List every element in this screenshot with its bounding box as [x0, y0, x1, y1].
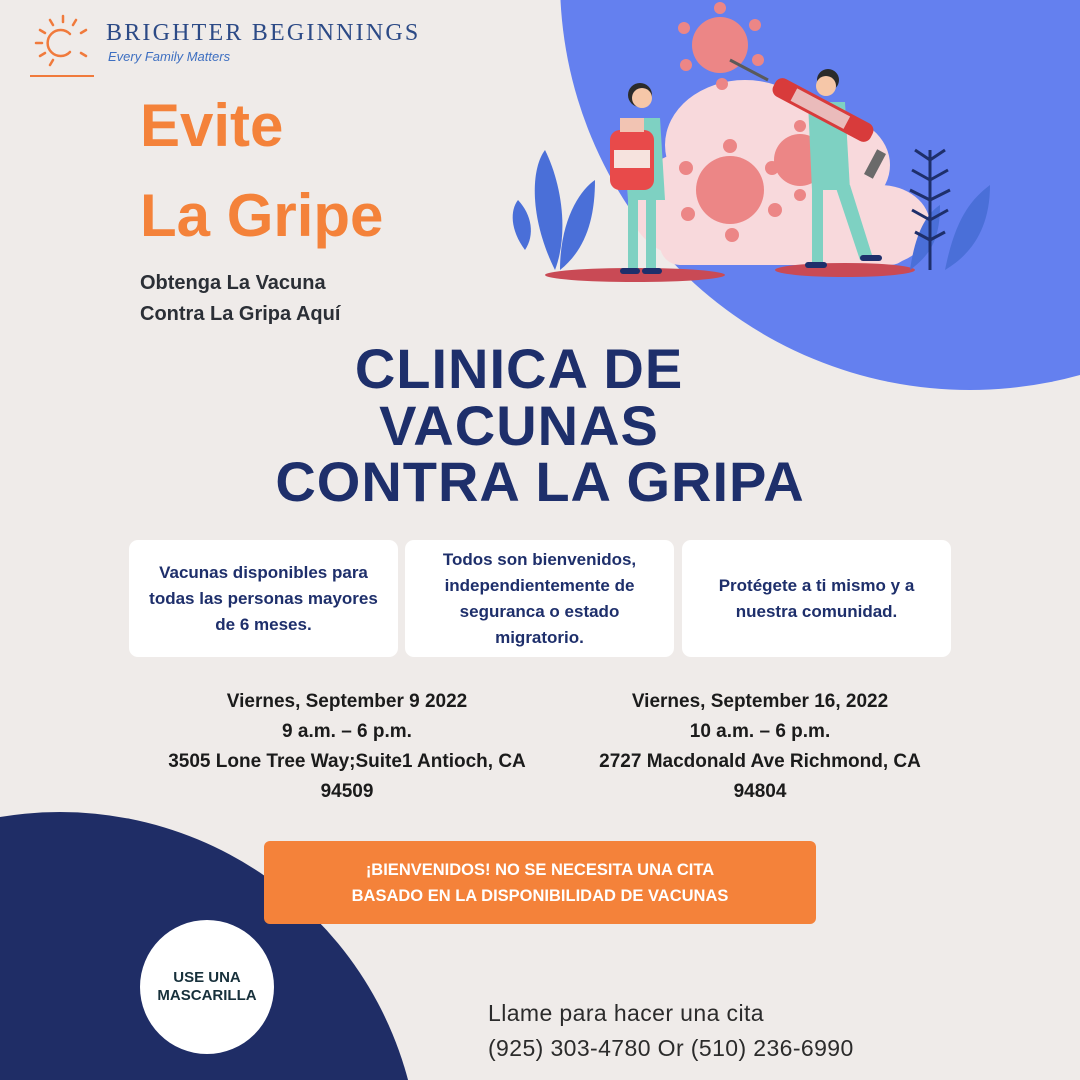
- mask-line1: USE UNA: [173, 969, 241, 986]
- brand-name: BRIGHTER BEGINNINGS: [106, 20, 421, 46]
- walk-in-banner: [264, 841, 816, 924]
- info-card-text: Protégete a ti mismo y a nuestra comunidad.: [718, 575, 915, 621]
- sun-logo-icon: [30, 12, 96, 72]
- event-zip: 94804: [733, 781, 787, 802]
- info-card-text: Todos son bienvenidos, independientemente de seguranca o estado migratorio.: [442, 549, 637, 647]
- brand-tagline: Every Family Matters: [108, 49, 231, 64]
- mask-badge: [140, 920, 274, 1054]
- headline-line1: CLINICA DE: [354, 337, 684, 400]
- hero-title-line1: Evite: [140, 92, 284, 159]
- event-richmond: [540, 687, 980, 807]
- call-phones[interactable]: (925) 303-4780 Or (510) 236-6990: [488, 1035, 854, 1061]
- info-card-welcome: [405, 540, 674, 657]
- banner-line2: BASADO EN LA DISPONIBILIDAD DE VACUNAS: [351, 886, 729, 905]
- event-time: 9 a.m. – 6 p.m.: [282, 721, 412, 742]
- banner-line1: ¡BIENVENIDOS! NO SE NECESITA UNA CITA: [365, 860, 715, 879]
- event-address: 2727 Macdonald Ave Richmond, CA: [599, 751, 921, 772]
- event-antioch: [127, 687, 567, 807]
- hero-subtitle-line2: Contra La Gripa Aquí: [140, 303, 341, 325]
- headline-line2: VACUNAS: [379, 394, 659, 457]
- ground-shadow: [775, 263, 915, 277]
- info-card-text: Vacunas disponibles para todas las personas mayores de 6 meses.: [149, 562, 378, 634]
- hero-subtitle-line1: Obtenga La Vacuna: [140, 272, 326, 294]
- logo-divider: [30, 75, 94, 77]
- brand-logo[interactable]: [30, 12, 430, 74]
- event-time: 10 a.m. – 6 p.m.: [689, 721, 831, 742]
- event-address: 3505 Lone Tree Way;Suite1 Antioch, CA: [168, 751, 526, 772]
- headline-line3: CONTRA LA GRIPA: [275, 450, 805, 513]
- event-date: Viernes, September 9 2022: [226, 691, 468, 712]
- hero-title-line2: La Gripe: [140, 182, 384, 249]
- virus-icon: [678, 2, 764, 90]
- mask-line2: MASCARILLA: [157, 987, 257, 1004]
- info-card-protect: [682, 540, 951, 657]
- vaccination-illustration: [500, 0, 1020, 290]
- call-label: Llame para hacer una cita: [488, 1000, 764, 1026]
- event-zip: 94509: [320, 781, 374, 802]
- info-card-ages: [129, 540, 398, 657]
- leaf-icon: [910, 185, 990, 270]
- event-date: Viernes, September 16, 2022: [631, 691, 889, 712]
- leaf-icon: [513, 150, 595, 270]
